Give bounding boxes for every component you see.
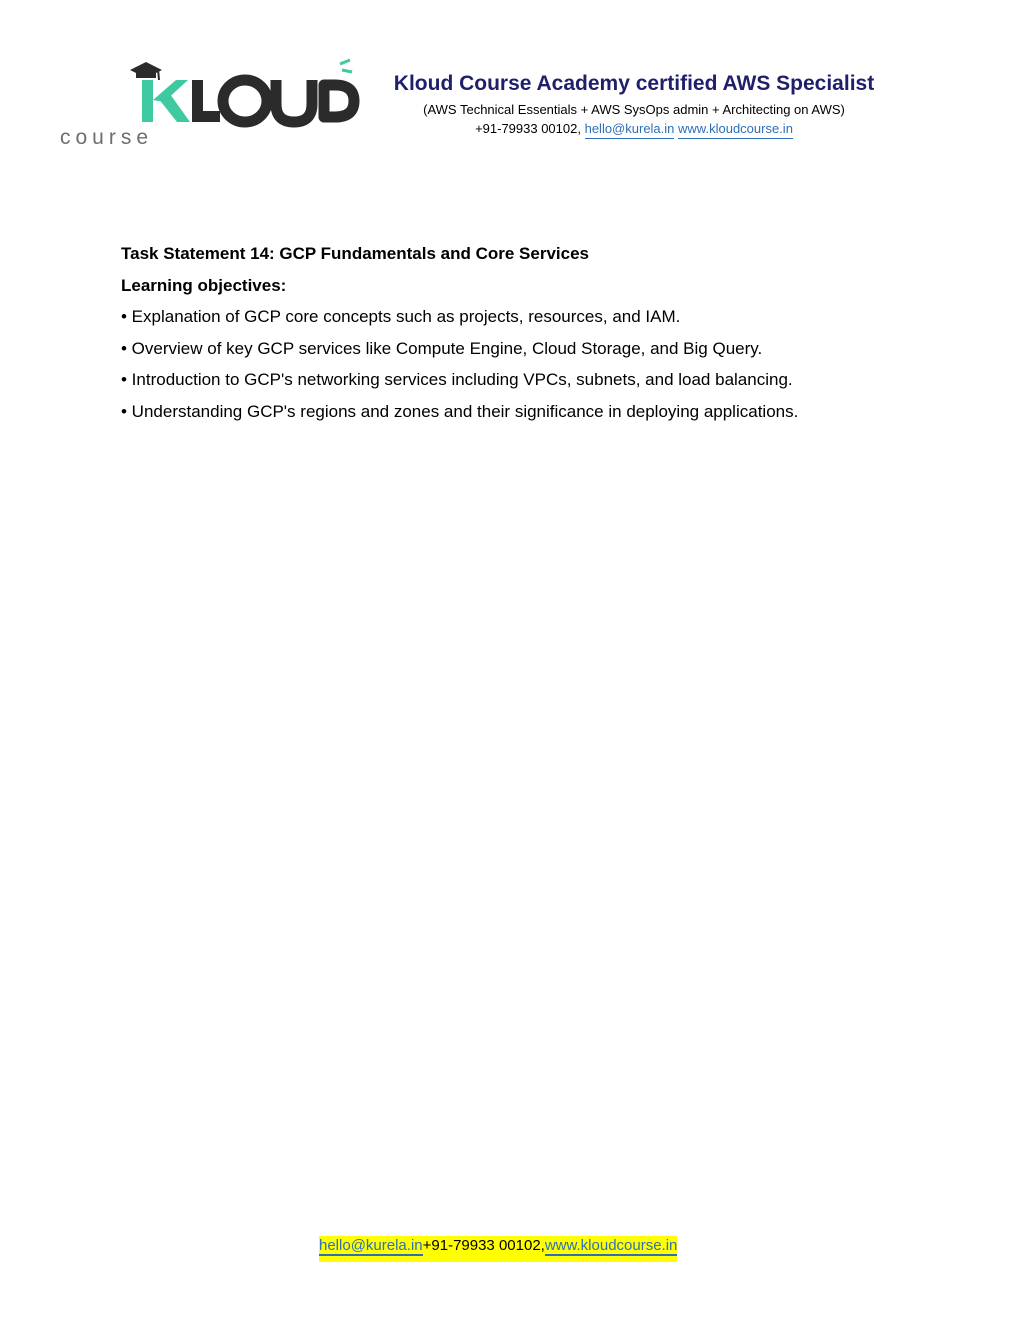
objective-item: • Overview of key GCP services like Compute Engine, Cloud Storage, and Big Query.	[121, 338, 763, 358]
footer-phone-highlight	[423, 1236, 545, 1262]
footer-website-text: ww.kloudcourse.in	[555, 1237, 678, 1254]
header-subtitle: (AWS Technical Essentials + AWS SysOps admin + Architecting on AWS)	[423, 102, 845, 117]
footer-contact	[319, 1236, 677, 1264]
objective-item: • Introduction to GCP's networking services including VPCs, subnets, and load balancing.	[121, 370, 793, 389]
footer-website-highlight	[545, 1236, 678, 1262]
logo-letter-k	[142, 80, 190, 122]
footer-phone: +91-79933 00102,	[422, 1237, 545, 1254]
task-statement-heading: Task Statement 14: GCP Fundamentals and Core Services	[121, 244, 589, 263]
kloud-logo-mark	[128, 56, 360, 128]
kloud-course-logo	[128, 56, 360, 156]
logo-letter-u	[276, 80, 312, 122]
objective-item: • Understanding GCP's regions and zones and their significance in deploying applications.	[121, 401, 799, 421]
header-block	[392, 70, 876, 138]
logo-letter-o	[223, 80, 267, 122]
header-contact	[392, 119, 876, 138]
objective-item: • Explanation of GCP core concepts such as projects, resources, and IAM.	[121, 307, 681, 326]
logo-letter-d	[324, 85, 354, 117]
learning-objectives-heading: Learning objectives:	[121, 275, 287, 295]
header-phone: +91-79933 00102,	[475, 121, 581, 136]
logo-subtext: course	[60, 126, 154, 149]
footer-website-prefix: w	[544, 1237, 556, 1254]
footer-website-link[interactable]	[545, 1237, 678, 1256]
sparkle-icon	[340, 60, 352, 72]
header-website-link[interactable]: www.kloudcourse.in	[678, 121, 793, 139]
graduation-cap-icon	[130, 62, 162, 80]
header-email-link[interactable]: hello@kurela.in	[585, 121, 675, 139]
logo-letter-l	[192, 80, 220, 122]
task-content	[121, 238, 921, 427]
header-title: Kloud Course Academy certified AWS Specialist	[393, 72, 875, 95]
footer-email-link[interactable]: hello@kurela.in	[319, 1237, 423, 1254]
footer-email-highlight	[319, 1236, 423, 1262]
